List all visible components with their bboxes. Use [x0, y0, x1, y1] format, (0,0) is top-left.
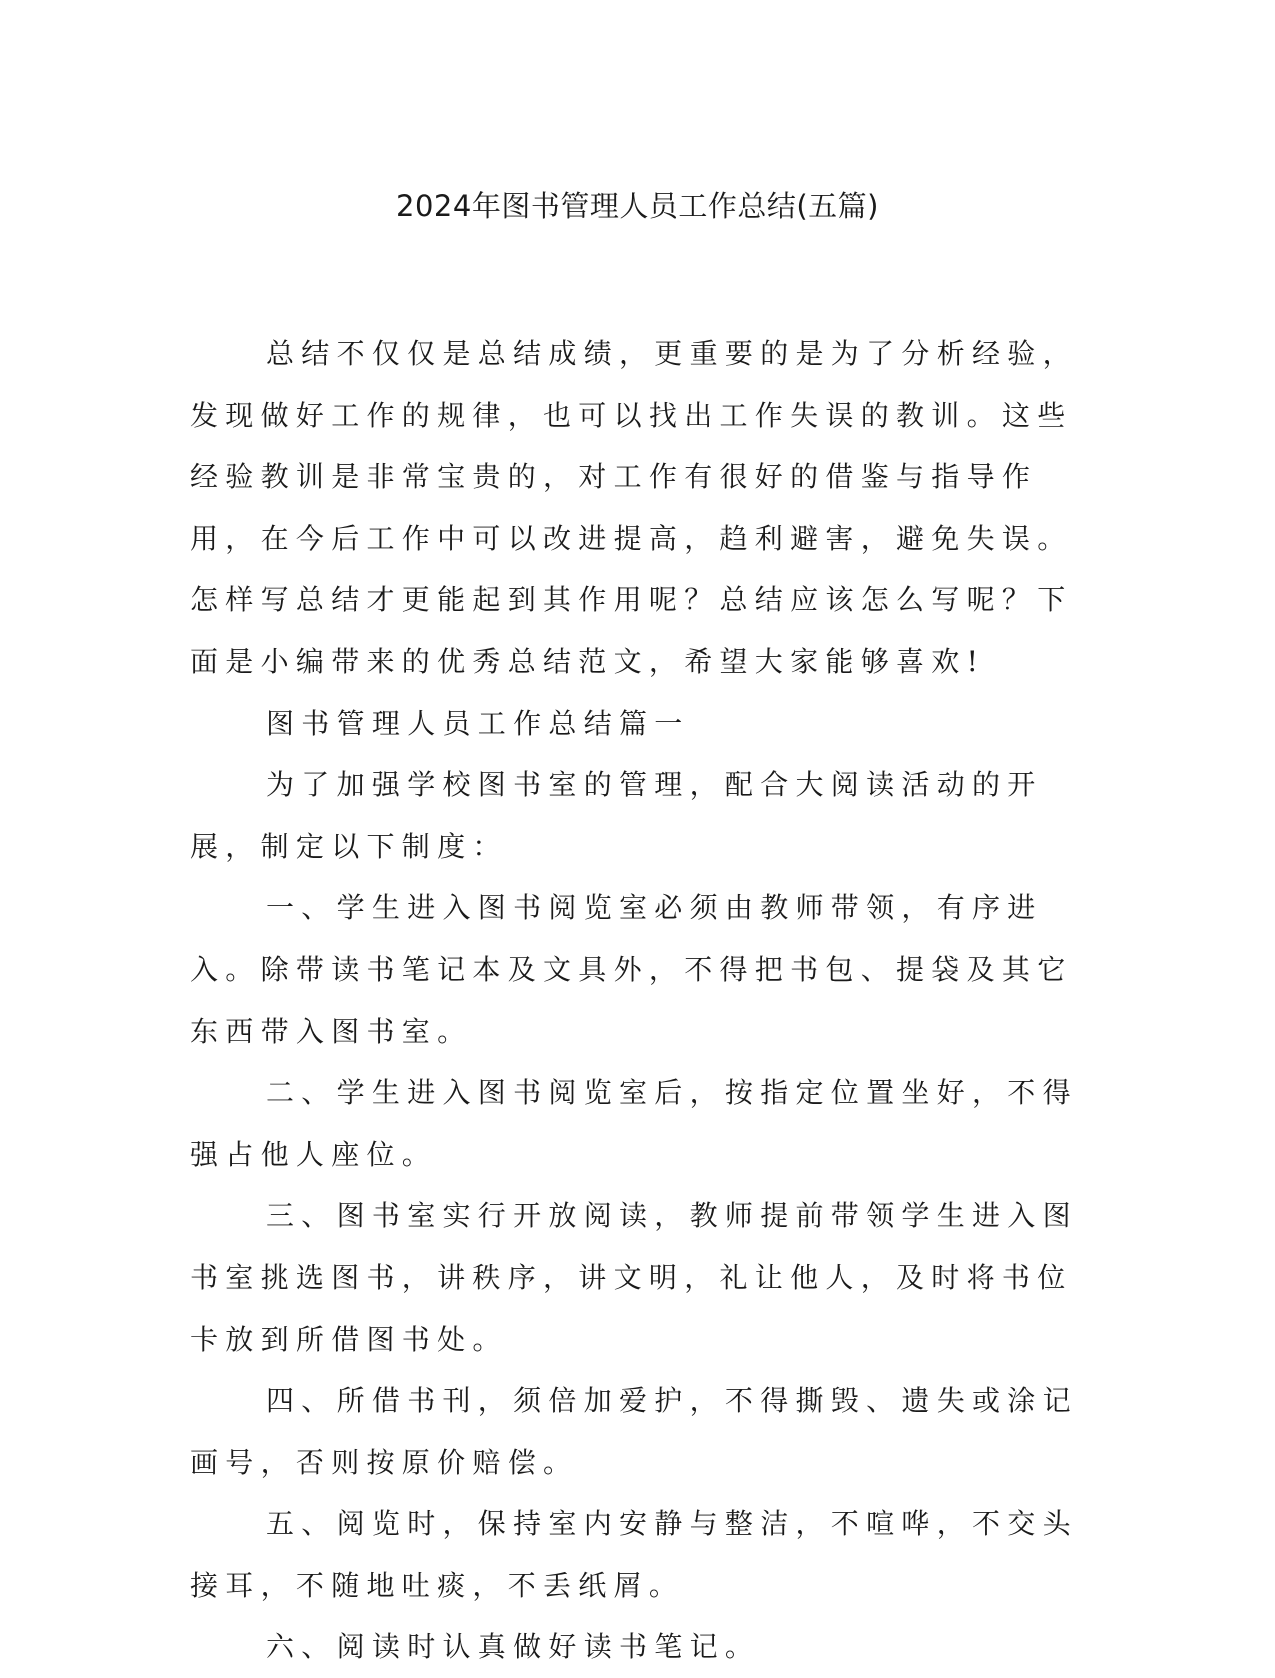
rule-item-1: 一、学生进入图书阅览室必须由教师带领，有序进入。除带读书笔记本及文具外，不得把书包、提袋及其它东西带入图书室。: [190, 891, 1073, 1048]
paragraph-purpose: 为了加强学校图书室的管理，配合大阅读活动的开展，制定以下制度：: [190, 768, 1043, 863]
section-heading: 图书管理人员工作总结篇一: [266, 706, 690, 740]
document-body: [190, 323, 1080, 1678]
rule-item-3: 三、图书室实行开放阅读，教师提前带领学生进入图书室挑选图书，讲秩序，讲文明，礼让他人，及时将书位卡放到所借图书处。: [190, 1199, 1078, 1356]
rule-item-5: 五、阅览时，保持室内安静与整洁，不喧哗，不交头接耳，不随地吐痰，不丢纸屑。: [190, 1507, 1078, 1602]
rule-item-2: 二、学生进入图书阅览室后，按指定位置坐好，不得强占他人座位。: [190, 1076, 1078, 1171]
rule-item-4: 四、所借书刊，须倍加爱护，不得撕毁、遗失或涂记画号，否则按原价赔偿。: [190, 1384, 1078, 1479]
document-title: 2024年图书管理人员工作总结(五篇): [396, 189, 879, 223]
paragraph-intro: 总结不仅仅是总结成绩，更重要的是为了分析经验，发现做好工作的规律，也可以找出工作失误的教训。这些经验教训是非常宝贵的，对工作有很好的借鉴与指导作用，在今后工作中可以改进提高，趋利避害，避免失误。怎样写总结才更能起到其作用呢？总结应该怎么写呢？下面是小编带来的优秀总结范文，希望大家能够喜欢!: [190, 337, 1078, 678]
rule-item-6: 六、阅读时认真做好读书笔记。: [266, 1630, 761, 1664]
